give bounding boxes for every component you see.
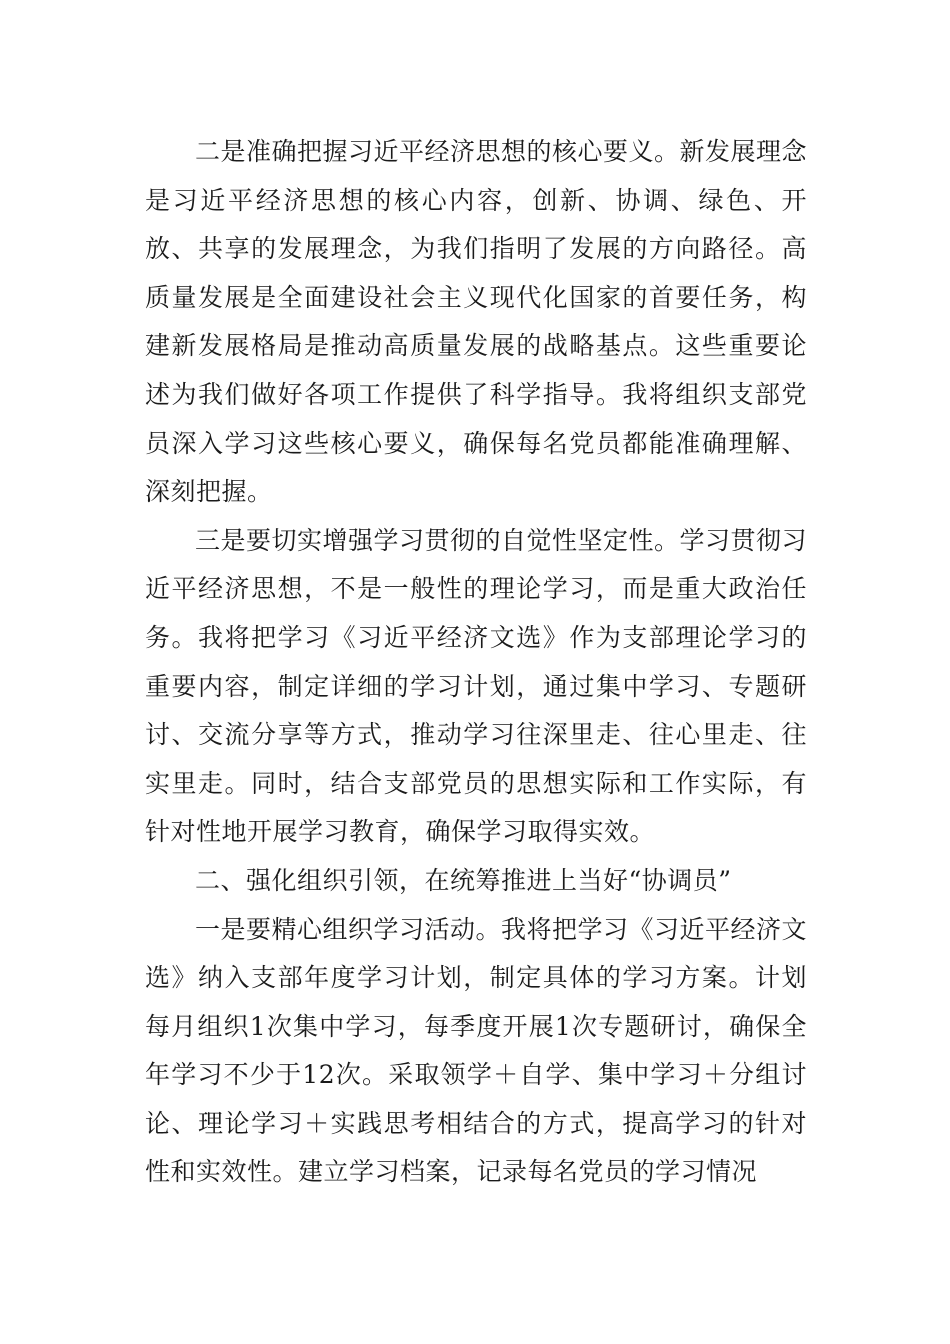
section-heading-organization: 二、强化组织引领，在统筹推进上当好“协调员” [195, 865, 732, 895]
paragraph-consciousness: 三是要切实增强学习贯彻的自觉性坚定性。学习贯彻习近平经济思想，不是一般性的理论学习，而是重大政治任务。我将把学习《习近平经济文选》作为支部理论学习的重要内容，制定详细的学习计划，通过集中学习、专题研讨、交流分享等方式，推动学习往深里走、往心里走、往实里走。同时，结合支部党员的思想实际和工作实际，有针对性地开展学习教育，确保学习取得实效。 [145, 525, 808, 847]
paragraph-study-activities: 一是要精心组织学习活动。我将把学习《习近平经济文选》纳入支部年度学习计划，制定具体的学习方案。计划每月组织1次集中学习，每季度开展1次专题研讨，确保全年学习不少于12次。采取领学＋自学、集中学习＋分组讨论、理论学习＋实践思考相结合的方式，提高学习的针对性和实效性。建立学习档案，记录每名党员的学习情况 [145, 914, 808, 1187]
paragraph-core-essentials: 二是准确把握习近平经济思想的核心要义。新发展理念是习近平经济思想的核心内容，创新、协调、绿色、开放、共享的发展理念，为我们指明了发展的方向路径。高质量发展是全面建设社会主义现代化国家的首要任务，构建新发展格局是推动高质量发展的战略基点。这些重要论述为我们做好各项工作提供了科学指导。我将组织支部党员深入学习这些核心要义，确保每名党员都能准确理解、深刻把握。 [145, 137, 808, 507]
body-text [145, 128, 807, 1197]
